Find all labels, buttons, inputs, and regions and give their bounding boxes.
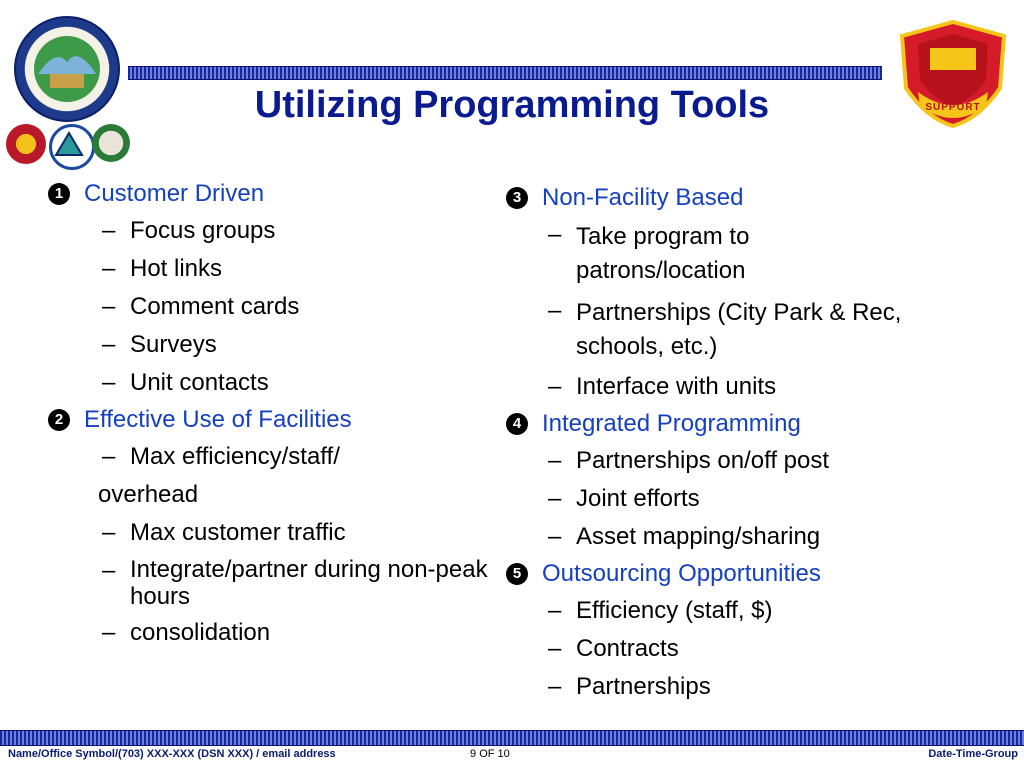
list-item [40, 368, 490, 398]
triangle-seal-small-logo [49, 124, 95, 170]
footer-divider-bar [0, 730, 1024, 746]
dash-bullet-icon: – [548, 523, 562, 550]
dash-bullet-icon: – [548, 297, 562, 324]
list-item [498, 446, 988, 476]
dash-bullet-icon: – [102, 331, 116, 358]
list-item-text: Comment cards [130, 293, 300, 320]
page-title: Utilizing Programming Tools [254, 84, 770, 126]
dash-bullet-icon: – [102, 217, 116, 244]
dash-bullet-icon: – [102, 519, 116, 546]
list-item [40, 518, 490, 548]
dash-bullet-icon: – [548, 597, 562, 624]
list-item-text: Max efficiency/staff/ [130, 443, 340, 470]
list-item-text: Surveys [130, 331, 217, 358]
list-item-text: Take program to patrons/location [576, 223, 750, 284]
dash-bullet-icon: – [548, 447, 562, 474]
number-bullet-icon: 3 [506, 187, 528, 209]
list-item-text: Partnerships (City Park & Rec, schools, etc.) [576, 299, 902, 360]
list-item-text: Efficiency (staff, $) [576, 597, 773, 624]
dash-bullet-icon: – [548, 673, 562, 700]
heading-text: Effective Use of Facilities [84, 406, 352, 433]
page-number [470, 748, 510, 760]
dash-bullet-icon: – [548, 635, 562, 662]
eagle-seal-small-logo [92, 124, 130, 162]
dash-bullet-icon: – [548, 221, 562, 248]
dash-bullet-icon: – [102, 443, 116, 470]
list-item-text: consolidation [130, 619, 271, 646]
number-bullet-icon: 2 [48, 409, 70, 431]
number-bullet-icon: 5 [506, 563, 528, 585]
crest-lettering: SUPPORT [925, 102, 981, 113]
list-item-text: Unit contacts [130, 369, 269, 396]
number-bullet-icon: 1 [48, 183, 70, 205]
footer-date-time-group: Date-Time-Group [928, 748, 1018, 760]
footer-contact: Name/Office Symbol/(703) XXX-XXX (DSN XXX) / email address [8, 748, 336, 760]
list-item-text: Integrate/partner during non-peak hours [130, 556, 488, 610]
list-item-continuation: overhead [98, 481, 199, 508]
list-item [40, 618, 490, 648]
list-item [40, 216, 490, 246]
list-item-text: Contracts [576, 635, 679, 662]
heading-customer-driven [40, 180, 490, 208]
heading-effective-use [40, 406, 490, 434]
list-item-text: Focus groups [130, 217, 276, 244]
list-item [498, 596, 988, 626]
list-item-text: Asset mapping/sharing [576, 523, 821, 550]
page-separator: OF [479, 748, 495, 760]
list-item [40, 292, 490, 322]
list-item [40, 556, 490, 610]
list-item [40, 254, 490, 284]
page-current: 9 [470, 748, 477, 760]
list-item-text: Partnerships [576, 673, 711, 700]
dash-bullet-icon: – [548, 373, 562, 400]
list-item [40, 442, 490, 472]
list-item-text: Joint efforts [576, 485, 700, 512]
dash-bullet-icon: – [102, 369, 116, 396]
heading-non-facility [498, 184, 988, 212]
list-item [498, 372, 988, 402]
heading-text: Customer Driven [84, 180, 265, 207]
heading-outsourcing [498, 560, 988, 588]
list-item-text: Max customer traffic [130, 519, 346, 546]
list-item [40, 330, 490, 360]
heading-text: Integrated Programming [542, 410, 801, 437]
list-item [498, 220, 988, 288]
list-item-text: Interface with units [576, 373, 777, 400]
number-bullet-icon: 4 [506, 413, 528, 435]
list-item-text: Hot links [130, 255, 223, 282]
dash-bullet-icon: – [102, 619, 116, 646]
list-item [498, 522, 988, 552]
list-item-text: Partnerships on/off post [576, 447, 830, 474]
heading-text: Non-Facility Based [542, 184, 744, 211]
dash-bullet-icon: – [102, 293, 116, 320]
list-item [498, 484, 988, 514]
dash-bullet-icon: – [102, 255, 116, 282]
list-item [498, 672, 988, 702]
dash-bullet-icon: – [102, 557, 116, 584]
dash-bullet-icon: – [548, 485, 562, 512]
right-column [498, 184, 988, 710]
title-divider-bar [128, 66, 882, 80]
left-column [40, 180, 490, 656]
heading-text: Outsourcing Opportunities [542, 560, 821, 587]
list-item [498, 634, 988, 664]
list-item [498, 296, 988, 364]
army-crest-small-logo [6, 124, 46, 164]
heading-integrated [498, 410, 988, 438]
page-total: 10 [497, 748, 510, 760]
